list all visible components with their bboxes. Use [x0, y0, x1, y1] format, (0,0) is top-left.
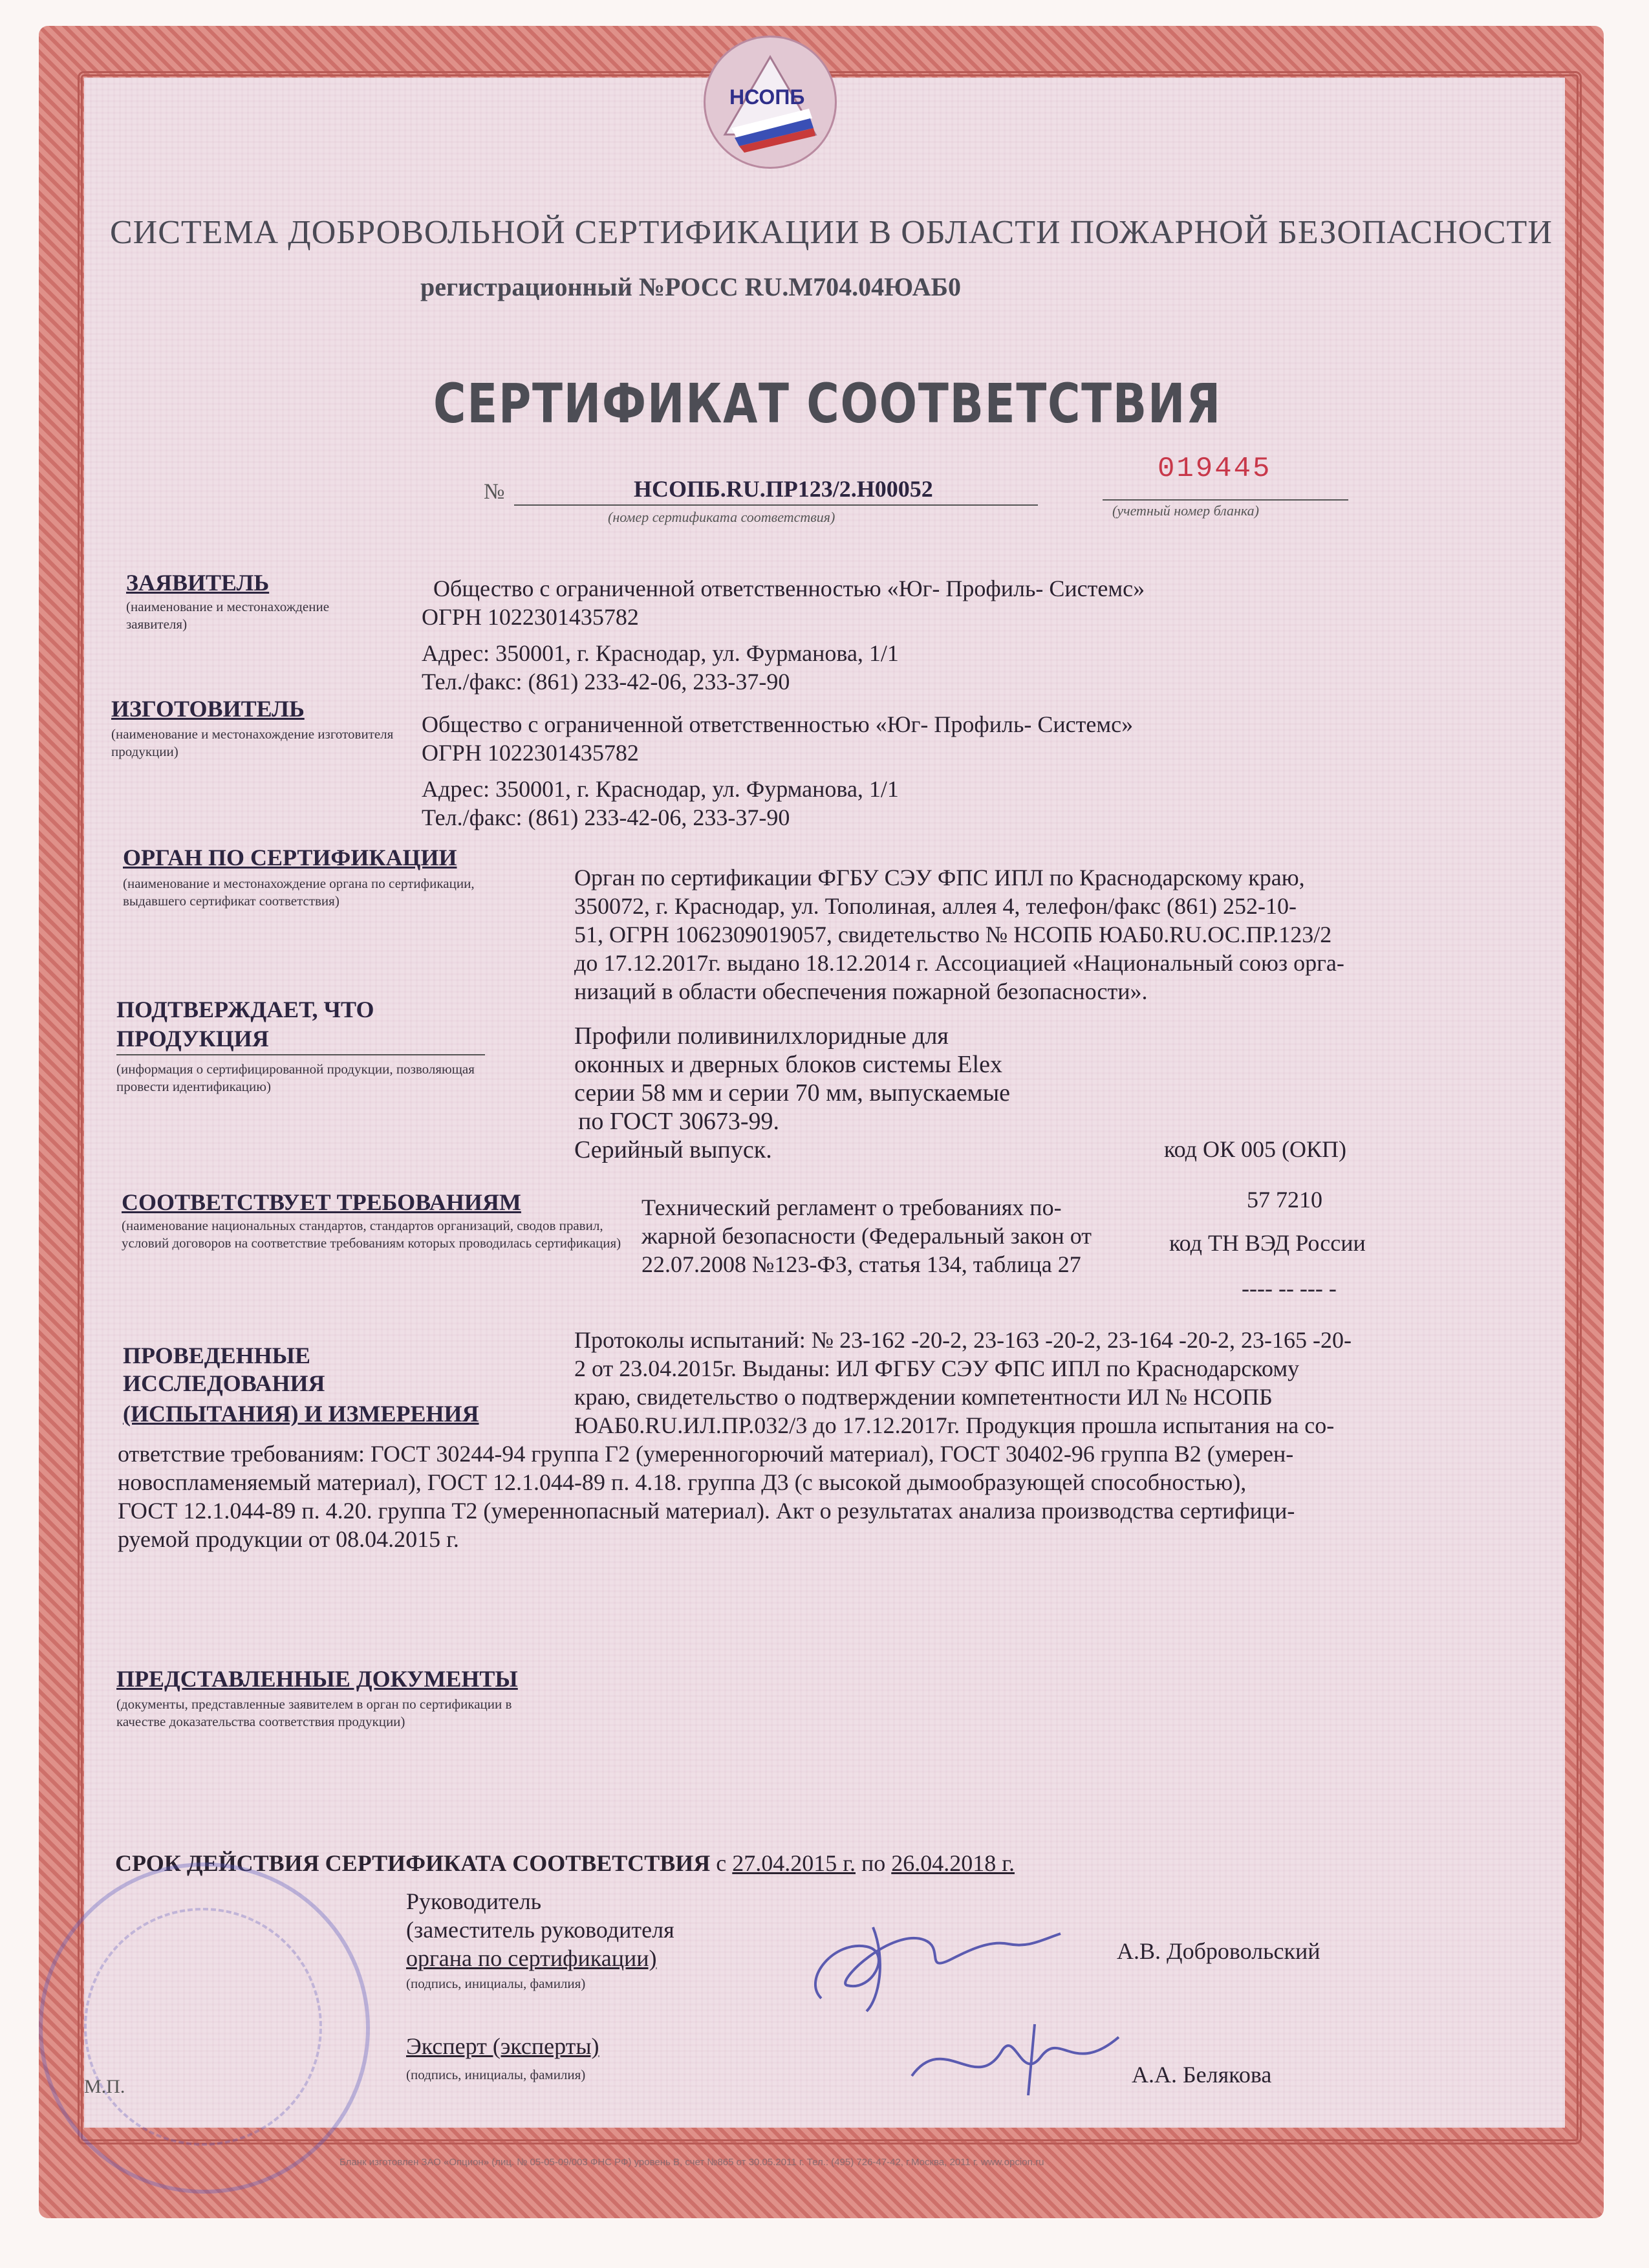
blank-number-caption: (учетный номер бланка) — [1112, 502, 1260, 519]
applicant-block — [422, 574, 1145, 696]
certificate-number: НСОПБ.RU.ПР123/2.Н00052 — [634, 476, 933, 502]
manufacturer-note: (наименование и местонахождение изготовителя продукции) — [111, 726, 394, 759]
documents-label: ПРЕДСТАВЛЕННЫЕ ДОКУМЕНТЫ — [116, 1666, 518, 1692]
product-line: Профили поливинилхлоридные для — [574, 1022, 949, 1050]
printer-imprint: Бланк изготовлен ЗАО «Опцион» (лиц. № 05-05-09/003 ФНС РФ) уровень В, счет №865 от 30.05.2011 г. Тел.: (495) 726-47-42, г.Москва, 2011 г. www.opcion.ru — [339, 2157, 1044, 2168]
cert-body-note: (наименование и местонахождение органа по сертификации, выдавшего сертификат соответствия) — [123, 876, 475, 909]
head-title-line: Руководитель — [406, 1888, 542, 1914]
applicant-line: Тел./факс: (861) 233-42-06, 233-37-90 — [422, 669, 790, 695]
manufacturer-line: ОГРН 1022301435782 — [422, 740, 639, 766]
tnved-code-value: ---- -- --- - — [1242, 1275, 1337, 1301]
manufacturer-line: Тел./факс: (861) 233-42-06, 233-37-90 — [422, 805, 790, 830]
applicant-line: Общество с ограниченной ответственностью «Юг- Профиль- Системс» — [433, 576, 1145, 601]
expert-signature-mark — [905, 2018, 1125, 2102]
system-title: СИСТЕМА ДОБРОВОЛЬНОЙ СЕРТИФИКАЦИИ В ОБЛАСТИ ПОЖАРНОЙ БЕЗОПАСНОСТИ — [110, 214, 1553, 251]
seal-stamp-inner-ring — [84, 1908, 322, 2146]
tests-line: новоспламеняемый материал), ГОСТ 12.1.044-89 п. 4.18. группа Д3 (с высокой дымообразующей способностью), — [118, 1469, 1247, 1495]
cert-body-line: до 17.12.2017г. выдано 18.12.2014 г. Ассоциацией «Национальный союз орга- — [574, 950, 1344, 976]
product-note: (информация о сертифицированной продукции, позволяющая провести идентификацию) — [116, 1061, 475, 1094]
manufacturer-line: Общество с ограниченной ответственностью «Юг- Профиль- Системс» — [422, 711, 1134, 737]
cert-body-block — [574, 863, 1344, 1006]
seal-place-mark: М.П. — [84, 2076, 125, 2097]
cert-body-line: низаций в области обеспечения пожарной безопасности». — [574, 978, 1148, 1004]
product-block — [574, 1022, 1010, 1164]
blank-number-underline — [1103, 499, 1348, 501]
certificate-number-underline — [514, 504, 1038, 506]
requirements-block — [641, 1193, 1092, 1279]
head-name: А.В. Добровольский — [1117, 1938, 1320, 1964]
requirements-line: жарной безопасности (Федеральный закон от — [641, 1223, 1092, 1249]
cert-body-line: 51, ОГРН 1062309019057, свидетельство № НСОПБ ЮАБ0.RU.ОС.ПР.123/2 — [574, 922, 1332, 947]
cert-body-line: 350072, г. Краснодар, ул. Тополиная, аллея 4, телефон/факс (861) 252-10- — [574, 893, 1297, 919]
expert-label: Эксперт (эксперты) — [406, 2033, 599, 2059]
document-title: СЕРТИФИКАТ СООТВЕТСТВИЯ — [433, 372, 1222, 435]
head-signature-block — [406, 1887, 674, 1993]
product-line: серии 58 мм и серии 70 мм, выпускаемые — [574, 1079, 1010, 1107]
tests-label-line3: (ИСПЫТАНИЯ) И ИЗМЕРЕНИЯ — [123, 1401, 479, 1427]
blank-number: 019445 — [1158, 453, 1272, 485]
tests-line: 2 от 23.04.2015г. Выданы: ИЛ ФГБУ СЭУ ФПС ИПЛ по Краснодарскому — [574, 1355, 1300, 1381]
validity-to-date: 26.04.2018 г. — [891, 1850, 1015, 1876]
manufacturer-label: ИЗГОТОВИТЕЛЬ — [111, 696, 305, 722]
head-signature-mark — [795, 1901, 1067, 2018]
cert-body-line: Орган по сертификации ФГБУ СЭУ ФПС ИПЛ по Краснодарскому краю, — [574, 865, 1305, 891]
head-title-line: (заместитель руководителя — [406, 1917, 674, 1943]
tests-block-right — [574, 1326, 1352, 1440]
tnved-code-label: код ТН ВЭД России — [1169, 1230, 1366, 1256]
expert-name: А.А. Белякова — [1132, 2062, 1272, 2088]
requirements-line: Технический регламент о требованиях по- — [641, 1194, 1062, 1220]
product-line: оконных и дверных блоков системы Elex — [574, 1051, 1002, 1078]
manufacturer-block — [422, 710, 1133, 832]
validity-from-word: с — [716, 1850, 727, 1876]
tests-line: краю, свидетельство о подтверждении компетентности ИЛ № НСОПБ — [574, 1384, 1273, 1410]
certificate-number-caption: (номер сертификата соответствия) — [608, 509, 835, 525]
validity-to-word: по — [861, 1850, 886, 1876]
requirements-note: (наименование национальных стандартов, стандартов организаций, сводов правил, условий договоров на соответствие требованиям которых проводилась сертификация) — [122, 1218, 621, 1251]
okp-code-value: 57 7210 — [1247, 1187, 1322, 1213]
expert-sign-note: (подпись, инициалы, фамилия) — [406, 2067, 586, 2082]
product-line: Серийный выпуск. — [574, 1136, 772, 1163]
requirements-label: СООТВЕТСТВУЕТ ТРЕБОВАНИЯМ — [122, 1189, 521, 1215]
logo-text: НСОПБ — [729, 85, 805, 109]
tests-line: ЮАБ0.RU.ИЛ.ПР.032/3 до 17.12.2017г. Продукция прошла испытания на со- — [574, 1412, 1335, 1438]
head-sign-note: (подпись, инициалы, фамилия) — [406, 1976, 586, 1991]
validity-label: СРОК ДЕЙСТВИЯ СЕРТИФИКАТА СООТВЕТСТВИЯ — [115, 1850, 711, 1876]
product-label-line2: ПРОДУКЦИЯ — [116, 1026, 269, 1052]
tests-line: ГОСТ 12.1.044-89 п. 4.20. группа Т2 (умереннопасный материал). Акт о результатах анализа производства сертифици- — [118, 1498, 1295, 1524]
applicant-label: ЗАЯВИТЕЛЬ — [126, 570, 270, 596]
applicant-line: ОГРН 1022301435782 — [422, 604, 639, 630]
tests-label-line1: ПРОВЕДЕННЫЕ — [123, 1343, 310, 1368]
okp-code-label: код ОК 005 (ОКП) — [1164, 1136, 1346, 1162]
registration-number: регистрационный №РОСС RU.M704.04ЮАБ0 — [420, 272, 961, 301]
manufacturer-line: Адрес: 350001, г. Краснодар, ул. Фурманова, 1/1 — [422, 776, 899, 802]
product-line: по ГОСТ 30673-99. — [578, 1108, 779, 1135]
applicant-note: (наименование и местонахождение заявителя) — [126, 599, 330, 632]
tests-line: руемой продукции от 08.04.2015 г. — [118, 1526, 459, 1552]
requirements-line: 22.07.2008 №123-ФЗ, статья 134, таблица 27 — [641, 1251, 1081, 1277]
product-label-underline — [116, 1054, 485, 1055]
cert-body-label: ОРГАН ПО СЕРТИФИКАЦИИ — [123, 845, 457, 870]
tests-block-full — [118, 1440, 1295, 1553]
validity-from-date: 27.04.2015 г. — [732, 1850, 856, 1876]
tests-label-line2: ИССЛЕДОВАНИЯ — [123, 1370, 325, 1396]
tests-line: Протоколы испытаний: № 23-162 -20-2, 23-163 -20-2, 23-164 -20-2, 23-165 -20- — [574, 1327, 1352, 1353]
applicant-line: Адрес: 350001, г. Краснодар, ул. Фурманова, 1/1 — [422, 640, 899, 666]
product-label-line1: ПОДТВЕРЖДАЕТ, ЧТО — [116, 997, 374, 1022]
tests-line: ответствие требованиям: ГОСТ 30244-94 группа Г2 (умеренногорючий материал), ГОСТ 30402-96 группа В2 (умерен- — [118, 1441, 1294, 1467]
documents-note: (документы, представленные заявителем в орган по сертификации в качестве доказательства соответствия продукции) — [116, 1696, 512, 1729]
number-sign: № — [484, 480, 505, 504]
head-title-line: органа по сертификации) — [406, 1945, 657, 1971]
